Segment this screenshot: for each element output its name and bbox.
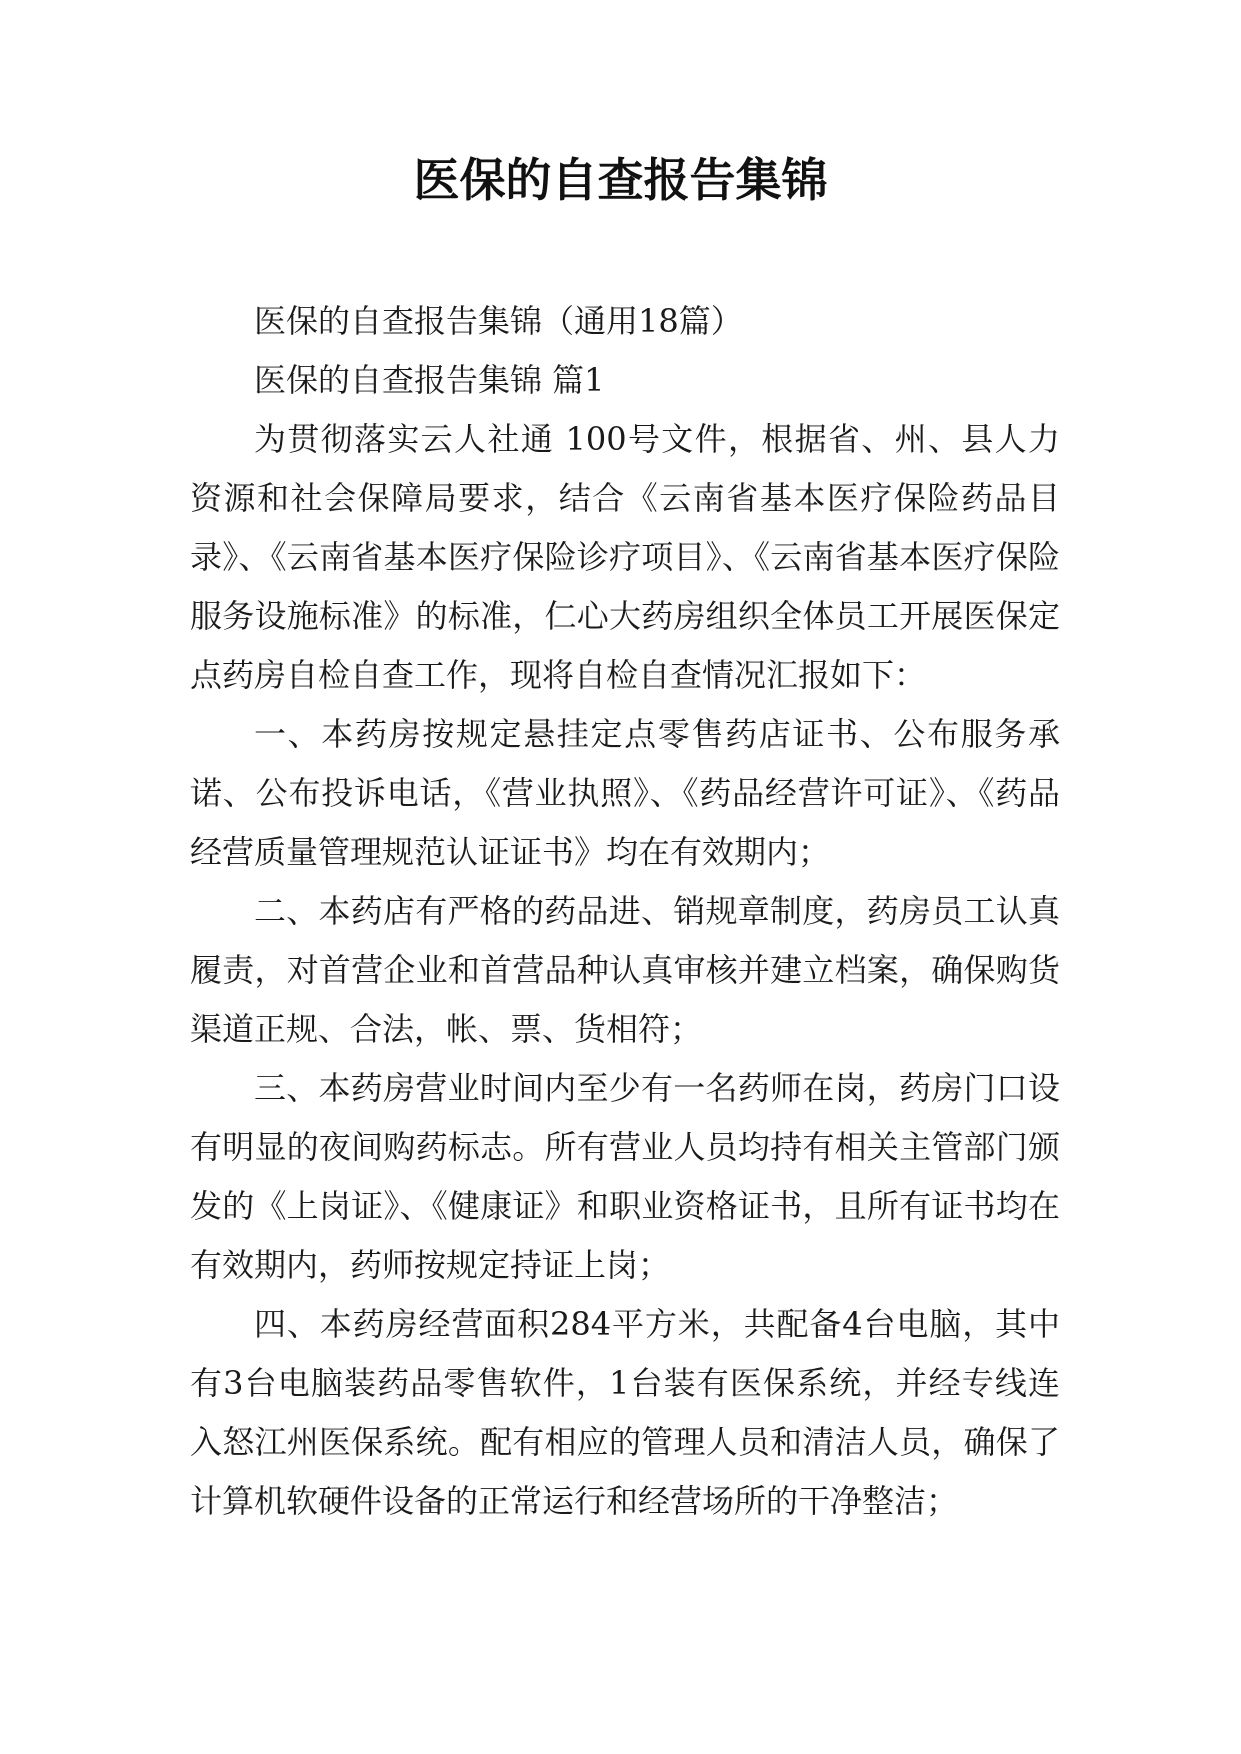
body-paragraph: 三、本药房营业时间内至少有一名药师在岗，药房门口设有明显的夜间购药标志。所有营业人员均持有相关主管部门颁发的《上岗证》、《健康证》和职业资格证书，且所有证书均在有效期内，药师按规定持证上岗； xyxy=(190,1069,1060,1284)
document-body xyxy=(190,292,1060,1531)
body-paragraph: 二、本药店有严格的药品进、销规章制度，药房员工认真履责，对首营企业和首营品种认真审核并建立档案，确保购货渠道正规、合法，帐、票、货相符； xyxy=(190,892,1060,1048)
document-title: 医保的自查报告集锦 xyxy=(413,153,828,207)
section-heading: 医保的自查报告集锦 篇1 xyxy=(254,361,605,399)
doc-subtitle: 医保的自查报告集锦（通用18篇） xyxy=(254,302,743,340)
body-paragraph: 四、本药房经营面积284平方米，共配备4台电脑，其中有3台电脑装药品零售软件，1台装有医保系统，并经专线连入怒江州医保系统。配有相应的管理人员和清洁人员，确保了计算机软硬件设备的正常运行和经营场所的干净整洁； xyxy=(190,1305,1060,1520)
body-paragraph: 一、本药房按规定悬挂定点零售药店证书、公布服务承诺、公布投诉电话，《营业执照》、《药品经营许可证》、《药品经营质量管理规范认证证书》均在有效期内； xyxy=(190,715,1060,871)
body-paragraph: 为贯彻落实云人社通 100号文件，根据省、州、县人力资源和社会保障局要求，结合《云南省基本医疗保险药品目录》、《云南省基本医疗保险诊疗项目》、《云南省基本医疗保险服务设施标准》的标准，仁心大药房组织全体员工开展医保定点药房自检自查工作，现将自检自查情况汇报如下： xyxy=(190,420,1060,694)
